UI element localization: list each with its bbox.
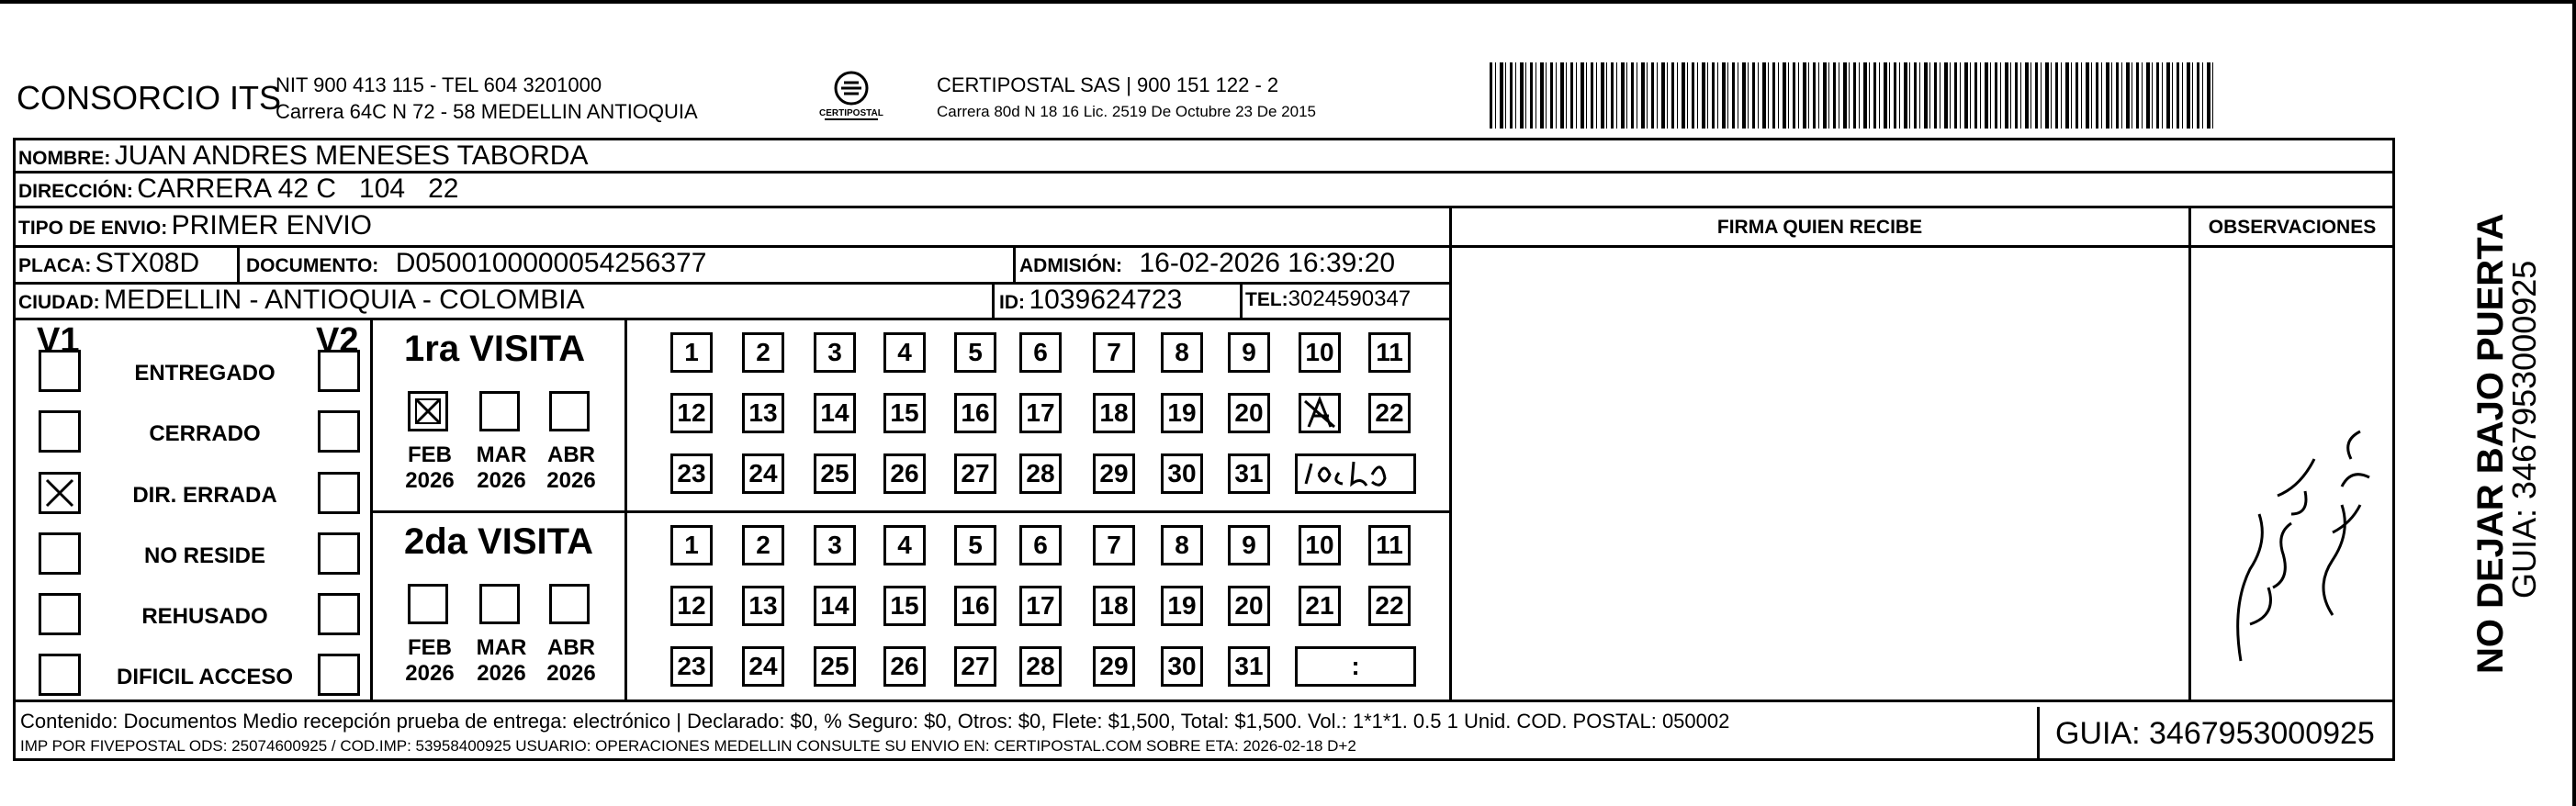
month-label bbox=[544, 635, 599, 687]
certipostal-line2: Carrera 80d N 18 16 Lic. 2519 De Octubre 23 De 2015 bbox=[937, 103, 1316, 120]
day-box[interactable]: 9 bbox=[1228, 332, 1270, 373]
day-box[interactable]: 16 bbox=[954, 586, 996, 626]
month-label bbox=[474, 442, 529, 494]
day-box[interactable]: 20 bbox=[1228, 393, 1270, 433]
v2-checkbox[interactable] bbox=[318, 472, 360, 514]
col-line-placa bbox=[237, 245, 240, 284]
ciudad-cell bbox=[18, 285, 585, 316]
day-box[interactable]: 12 bbox=[670, 586, 713, 626]
v2-checkbox[interactable] bbox=[318, 593, 360, 635]
placa-cell bbox=[18, 248, 199, 279]
day-box[interactable]: 24 bbox=[742, 646, 784, 687]
col-line-visit bbox=[624, 318, 627, 701]
day-box[interactable]: 5 bbox=[954, 332, 996, 373]
nombre-row bbox=[18, 140, 588, 172]
col-line-footer-guia bbox=[2037, 707, 2040, 760]
day-box[interactable]: 31 bbox=[1228, 453, 1270, 494]
observacion-handwriting bbox=[2222, 404, 2379, 679]
day-box[interactable]: 1 bbox=[670, 525, 713, 565]
day-box[interactable]: 19 bbox=[1161, 586, 1203, 626]
v2-checkbox[interactable] bbox=[318, 410, 360, 453]
month-checkbox[interactable] bbox=[408, 584, 448, 624]
id-label: ID: bbox=[999, 292, 1025, 313]
tipo-value: PRIMER ENVIO bbox=[171, 210, 373, 241]
barcode bbox=[1490, 62, 2215, 129]
certipostal-line1: CERTIPOSTAL SAS | 900 151 122 - 2 bbox=[937, 73, 1279, 96]
day-box[interactable]: 11 bbox=[1368, 525, 1411, 565]
day-box[interactable]: 7 bbox=[1093, 525, 1135, 565]
day-box[interactable]: 2 bbox=[742, 525, 784, 565]
time-box[interactable]: : bbox=[1295, 646, 1416, 687]
col-line-status bbox=[370, 318, 373, 701]
day-box[interactable]: 20 bbox=[1228, 586, 1270, 626]
day-box[interactable]: 15 bbox=[883, 586, 926, 626]
month-checkbox[interactable] bbox=[479, 391, 520, 431]
day-box[interactable]: 17 bbox=[1019, 393, 1062, 433]
day-box[interactable]: 3 bbox=[814, 332, 856, 373]
direccion-value: CARRERA 42 C 104 22 bbox=[137, 174, 459, 204]
day-box[interactable]: 17 bbox=[1019, 586, 1062, 626]
v1-checkbox[interactable] bbox=[39, 593, 81, 635]
visit-title: 1ra VISITA bbox=[404, 329, 586, 369]
month-year: 2026 bbox=[546, 661, 596, 686]
col-line-admision bbox=[1013, 245, 1016, 284]
footer-line1: Contenido: Documentos Medio recepción prueba de entrega: electrónico | Declarado: $0, % Seguro: $0, Otros: $0, Flete: $1,500, Total: $1,500. Vol.: 1*1*1. 0.5 1 Unid. COD. POSTAL: 050002 bbox=[20, 710, 1730, 733]
admision-cell bbox=[1019, 248, 1395, 279]
day-box[interactable]: 14 bbox=[814, 586, 856, 626]
day-box[interactable]: 24 bbox=[742, 453, 784, 494]
month-label bbox=[402, 635, 457, 687]
v2-checkbox[interactable] bbox=[318, 532, 360, 575]
ciudad-label: CIUDAD: bbox=[18, 292, 100, 313]
firma-header: FIRMA QUIEN RECIBE bbox=[1716, 217, 1923, 238]
status-label: DIFICIL ACCESO bbox=[116, 665, 293, 689]
admision-label: ADMISIÓN: bbox=[1019, 255, 1122, 276]
id-value: 1039624723 bbox=[1029, 285, 1183, 315]
status-label: ENTREGADO bbox=[134, 361, 276, 386]
col-line-obs bbox=[2188, 206, 2191, 701]
day-box[interactable]: 15 bbox=[883, 393, 926, 433]
day-box[interactable]: 9 bbox=[1228, 525, 1270, 565]
nit-line: NIT 900 413 115 - TEL 604 3201000 bbox=[276, 73, 602, 96]
visit-title: 2da VISITA bbox=[404, 521, 593, 562]
nombre-label: NOMBRE: bbox=[18, 148, 111, 169]
month-name: FEB bbox=[408, 442, 452, 467]
status-label: NO RESIDE bbox=[143, 543, 266, 568]
footer-line2: IMP POR FIVEPOSTAL ODS: 25074600925 / COD.IMP: 53958400925 USUARIO: OPERACIONES MEDELLIN CONSULTE SU ENVIO EN: CERTIPOSTAL.COM SOBRE ETA: 2026-02-18 D+2 bbox=[20, 737, 1356, 755]
day-box[interactable]: 5 bbox=[954, 525, 996, 565]
form-left-border bbox=[13, 138, 16, 760]
month-checkbox[interactable] bbox=[479, 584, 520, 624]
day-box[interactable]: 22 bbox=[1368, 393, 1411, 433]
col-line-id bbox=[992, 282, 995, 320]
month-year: 2026 bbox=[405, 661, 455, 686]
placa-value: STX08D bbox=[95, 248, 200, 278]
v1-checkbox[interactable] bbox=[39, 410, 81, 453]
day-box[interactable]: 22 bbox=[1368, 586, 1411, 626]
tel-cell bbox=[1245, 286, 1411, 312]
day-box[interactable]: 31 bbox=[1228, 646, 1270, 687]
day-box[interactable]: 7 bbox=[1093, 332, 1135, 373]
company-name: CONSORCIO ITS bbox=[17, 79, 282, 117]
side-warning: NO DEJAR BAJO PUERTA bbox=[2470, 213, 2511, 674]
documento-value: D0500100000054256377 bbox=[395, 248, 707, 278]
day-box[interactable]: 8 bbox=[1161, 525, 1203, 565]
day-box[interactable]: 8 bbox=[1161, 332, 1203, 373]
day-box[interactable]: 13 bbox=[742, 586, 784, 626]
day-box[interactable]: 26 bbox=[883, 453, 926, 494]
day-box[interactable]: 28 bbox=[1019, 453, 1062, 494]
day-box[interactable]: 16 bbox=[954, 393, 996, 433]
v1-checkbox[interactable] bbox=[39, 350, 81, 392]
day-box[interactable]: 10 bbox=[1299, 525, 1341, 565]
month-year: 2026 bbox=[546, 468, 596, 493]
status-label: CERRADO bbox=[149, 421, 261, 446]
day-box[interactable]: 27 bbox=[954, 646, 996, 687]
day-box[interactable]: 30 bbox=[1161, 646, 1203, 687]
day-box[interactable]: 19 bbox=[1161, 393, 1203, 433]
v1-header: V1 bbox=[37, 321, 80, 360]
month-name: ABR bbox=[547, 635, 595, 660]
direccion-row bbox=[18, 174, 458, 205]
month-year: 2026 bbox=[477, 468, 526, 493]
tipo-row bbox=[18, 210, 372, 241]
month-name: ABR bbox=[547, 442, 595, 467]
row-line-5 bbox=[13, 318, 1452, 320]
day-box[interactable]: 13 bbox=[742, 393, 784, 433]
status-label: DIR. ERRADA bbox=[132, 483, 277, 508]
day-box[interactable] bbox=[1299, 393, 1341, 433]
day-box[interactable]: 6 bbox=[1019, 525, 1062, 565]
documento-cell bbox=[246, 248, 706, 279]
tipo-label: TIPO DE ENVIO: bbox=[18, 218, 168, 239]
day-box[interactable]: 29 bbox=[1093, 646, 1135, 687]
month-year: 2026 bbox=[477, 661, 526, 686]
month-name: MAR bbox=[476, 442, 527, 467]
row-line-visit-split bbox=[370, 510, 1452, 513]
day-box[interactable]: 25 bbox=[814, 453, 856, 494]
day-box[interactable]: 2 bbox=[742, 332, 784, 373]
day-box[interactable]: 23 bbox=[670, 453, 713, 494]
day-box[interactable]: 23 bbox=[670, 646, 713, 687]
logo-text: CERTIPOSTAL bbox=[819, 108, 883, 118]
month-name: FEB bbox=[408, 635, 452, 660]
month-label bbox=[474, 635, 529, 687]
side-guia: GUIA: 3467953000925 bbox=[2505, 260, 2543, 599]
v1-checkbox[interactable] bbox=[39, 472, 81, 514]
day-box[interactable]: 18 bbox=[1093, 586, 1135, 626]
tel-value: 3024590347 bbox=[1288, 286, 1412, 311]
placa-label: PLACA: bbox=[18, 255, 92, 276]
company-address: Carrera 64C N 72 - 58 MEDELLIN ANTIOQUIA bbox=[276, 100, 698, 123]
month-checkbox[interactable] bbox=[549, 584, 590, 624]
month-label bbox=[544, 442, 599, 494]
month-year: 2026 bbox=[405, 468, 455, 493]
day-box[interactable]: 25 bbox=[814, 646, 856, 687]
col-line-firma bbox=[1449, 206, 1452, 701]
documento-label: DOCUMENTO: bbox=[246, 255, 379, 276]
month-checkbox[interactable] bbox=[408, 391, 448, 431]
day-box[interactable]: 21 bbox=[1299, 586, 1341, 626]
certipostal-logo bbox=[816, 68, 887, 132]
v1-checkbox[interactable] bbox=[39, 532, 81, 575]
month-label bbox=[402, 442, 457, 494]
day-box[interactable]: 29 bbox=[1093, 453, 1135, 494]
admision-value: 16-02-2026 16:39:20 bbox=[1139, 248, 1396, 278]
v2-checkbox[interactable] bbox=[318, 654, 360, 696]
v1-checkbox[interactable] bbox=[39, 654, 81, 696]
day-box[interactable]: 3 bbox=[814, 525, 856, 565]
id-cell bbox=[999, 285, 1182, 316]
row-line-2 bbox=[13, 206, 2395, 208]
day-box[interactable]: 26 bbox=[883, 646, 926, 687]
month-name: MAR bbox=[476, 635, 527, 660]
v2-header: V2 bbox=[316, 321, 359, 360]
col-line-side bbox=[2392, 138, 2395, 701]
day-box[interactable]: 10 bbox=[1299, 332, 1341, 373]
day-box[interactable]: 30 bbox=[1161, 453, 1203, 494]
observaciones-header: OBSERVACIONES bbox=[2208, 217, 2377, 238]
day-box[interactable]: 28 bbox=[1019, 646, 1062, 687]
footer-guia: GUIA: 3467953000925 bbox=[2055, 716, 2375, 751]
time-box[interactable] bbox=[1295, 453, 1416, 494]
status-label: REHUSADO bbox=[141, 604, 268, 629]
day-box[interactable]: 6 bbox=[1019, 332, 1062, 373]
day-box[interactable]: 12 bbox=[670, 393, 713, 433]
day-box[interactable]: 4 bbox=[883, 332, 926, 373]
direccion-label: DIRECCIÓN: bbox=[18, 181, 133, 202]
col-line-tel bbox=[1240, 282, 1243, 320]
day-box[interactable]: 14 bbox=[814, 393, 856, 433]
nombre-value: JUAN ANDRES MENESES TABORDA bbox=[114, 140, 589, 171]
month-checkbox[interactable] bbox=[549, 391, 590, 431]
tel-label: TEL: bbox=[1245, 289, 1288, 310]
day-box[interactable]: 4 bbox=[883, 525, 926, 565]
v2-checkbox[interactable] bbox=[318, 350, 360, 392]
day-box[interactable]: 11 bbox=[1368, 332, 1411, 373]
day-box[interactable]: 18 bbox=[1093, 393, 1135, 433]
ciudad-value: MEDELLIN - ANTIOQUIA - COLOMBIA bbox=[104, 285, 585, 315]
day-box[interactable]: 1 bbox=[670, 332, 713, 373]
day-box[interactable]: 27 bbox=[954, 453, 996, 494]
